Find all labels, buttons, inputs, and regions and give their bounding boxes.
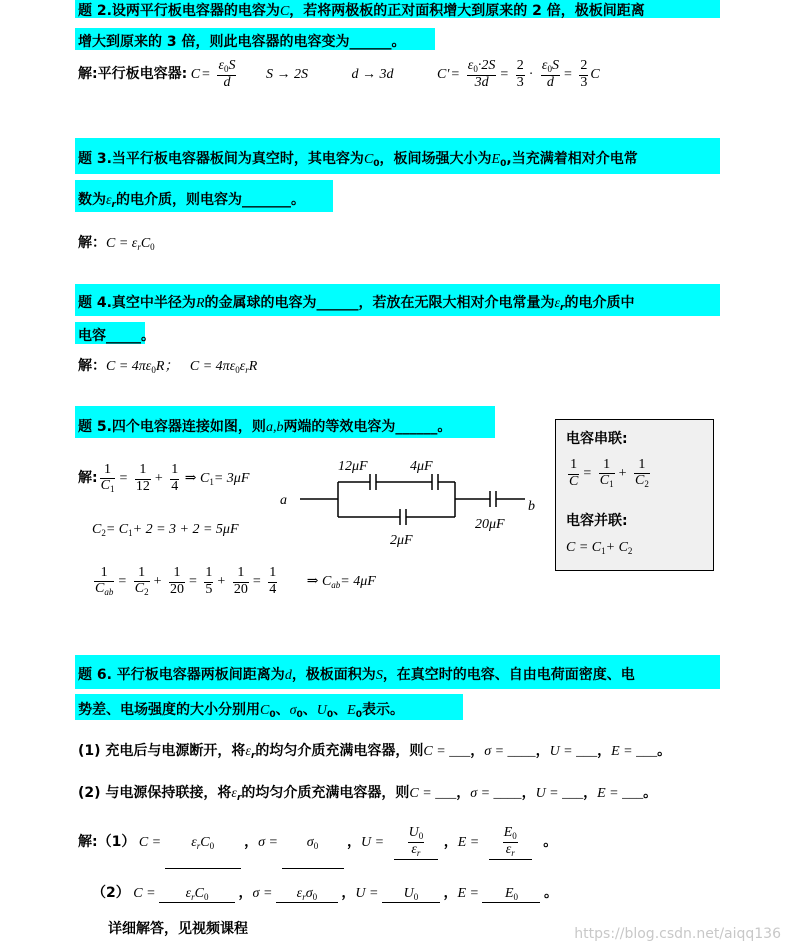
q6-solution-1: 解:（1） $C = \varepsilon_rC_0$ ，$\sigma = \sigma_0$ ，U = $\frac{U_0}{\varepsilon_r}$ ，E = $\frac{E_0}{\varepsilon_r}$ 。 (78, 820, 557, 864)
parallel-title: 电容并联: (566, 513, 628, 529)
q3-solution: 解：$C = \varepsilon_rC_0$ (78, 235, 155, 252)
formula-box (555, 419, 714, 571)
capacitor-4uf-label: 4μF (410, 459, 433, 474)
series-formula: $\frac{1}{C}$ = $\frac{1}{C_1}$ + $\frac{1}{C_2}$ (569, 456, 649, 490)
q3-line-1: 题 3.当平行板电容器板间为真空时，其电容为$C_0$，板间场强大小为$E_0$,当充满着相对介电常 (78, 151, 638, 169)
q5-title: 题 5.四个电容器连接如图，则a,b两端的等效电容为______。 (78, 419, 452, 435)
q4-line-1: 题 4.真空中半径为R的金属球的电容为______，若放在无限大相对介电常量为$\varepsilon_r$的电介质中 (78, 295, 635, 313)
q5-solution-line-1: 解: $\frac{1}{C_1}$ = $\frac{1}{12}$ + $\frac{1}{4}$ ⇒ $C_1= 3\mu F$ (78, 461, 250, 495)
q4-solution: 解：$C = 4\pi\varepsilon_0R$； $C = 4\pi\varepsilon_0\varepsilon_rR$ (78, 358, 258, 375)
series-title: 电容串联: (566, 431, 628, 447)
q6-line-1: 题 6. 平行板电容器两板间距离为d，极板面积为S，在真空时的电容、自由电荷面密度、电 (78, 667, 635, 683)
capacitor-20uf-label: 20μF (475, 517, 505, 532)
q6-line-2: 势差、电场强度的大小分别用$C_0$、$\sigma_0$、$U_0$、$E_0$表示。 (78, 702, 404, 720)
terminal-b-label: b (528, 499, 535, 514)
q6-solution-2: （2） $C = \varepsilon_rC_0$ ，$\sigma = \varepsilon_r\sigma_0$ ，$U = U_0$ ，$E = E_0$ 。 (92, 885, 558, 902)
circuit-diagram (270, 452, 550, 552)
watermark: https://blog.csdn.net/aiqq136 (574, 926, 781, 942)
q2-line-2: 增大到原来的 3 倍，则此电容器的电容变为______。 (78, 34, 406, 50)
q5-solution-line-2: $C_2= C_1+ 2 = 3 + 2 = 5\mu F$ (92, 522, 239, 538)
capacitor-12uf-label: 12μF (338, 459, 368, 474)
q2-line-1: 题 2.设两平行板电容器的电容为C，若将两极板的正对面积增大到原来的 2 倍，极板间距离 (78, 3, 645, 19)
q6-part-1: (1) 充电后与电源断开，将$\varepsilon_r$的均匀介质充满电容器，则C = ___，σ = ____，U = ___，E = ___。 (78, 743, 672, 761)
q2-solution: 解:平行板电容器: C = $\frac{\varepsilon_0S}{d}$ S → 2S d → 3d C′ = $\frac{\varepsilon_0\cdot 2S}{3d}$ = $\frac{2}{3}$ · $\frac{\varepsilon_0S}{d}$ = $\frac{2}{3}$ C (78, 57, 600, 91)
terminal-a-label: a (280, 493, 287, 508)
q6-note: 详细解答，见视频课程 (108, 921, 248, 937)
q6-part-2: (2) 与电源保持联接，将$\varepsilon_r$的均匀介质充满电容器，则C = ___，σ = ____，U = ___，E = ___。 (78, 785, 658, 803)
q3-line-2: 数为$\varepsilon_r$的电介质，则电容为_______。 (78, 192, 305, 210)
q5-solution-line-3: $\frac{1}{C_{ab}}$ = $\frac{1}{C_2}$ + $\frac{1}{20}$ = $\frac{1}{5}$ + $\frac{1}{20}$ = $\frac{1}{4}$ ⇒ $C_{ab}= 4\mu F$ (95, 564, 376, 598)
q4-line-2: 电容_____。 (78, 328, 155, 344)
parallel-formula: $C = C_1+ C_2$ (566, 540, 633, 556)
capacitor-2uf-label: 2μF (390, 533, 413, 548)
